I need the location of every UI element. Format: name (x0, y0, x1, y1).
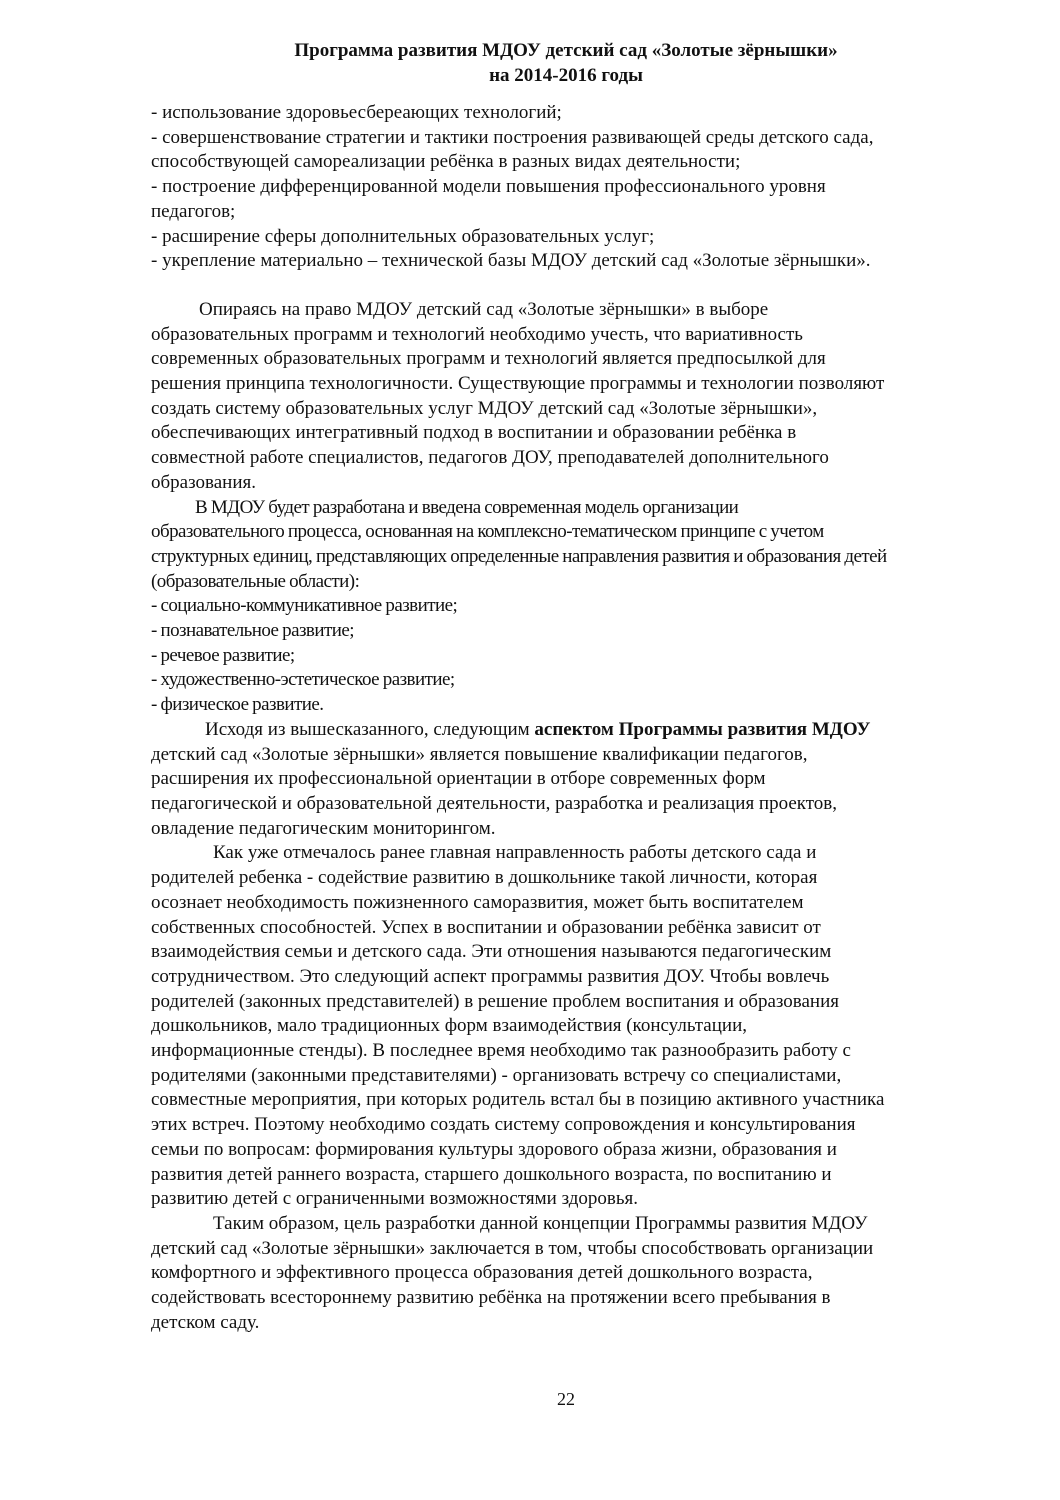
bold-text-run: аспектом Программы развития МДОУ (534, 718, 871, 740)
text-line: педагогической и образовательной деятельности, разработка и реализация проектов, (151, 792, 838, 814)
text-line: совместные мероприятия, при которых родитель встал бы в позицию активного участника (151, 1089, 885, 1111)
text-line: В МДОУ будет разработана и введена современная модель организации (195, 496, 739, 518)
text-line: родителями (законными представителями) - организовать встречу со специалистами, (151, 1064, 842, 1086)
page-number: 22 (557, 1389, 575, 1409)
text-line: сотрудничеством. Это следующий аспект программы развития ДОУ. Чтобы вовлечь (151, 965, 830, 987)
text-line (151, 718, 991, 743)
paragraph-programs-choice (151, 298, 991, 496)
list-item: - совершенствование стратегии и тактики построения развивающей среды детского сада, (151, 126, 874, 148)
text-line: образовательных программ и технологий необходимо учесть, что вариативность (151, 323, 803, 345)
text-line: детский сад «Золотые зёрнышки» заключается в том, чтобы способствовать организации (151, 1237, 874, 1259)
paragraph-program-aspect (151, 718, 991, 842)
list-item: - укрепление материально – технической базы МДОУ детский сад «Золотые зёрнышки». (151, 250, 871, 272)
paragraph-gap (151, 274, 991, 298)
text-line: родителей ребенка - содействие развитию в дошкольнике такой личности, которая (151, 867, 818, 889)
list-item: - физическое развитие. (151, 694, 324, 716)
text-line: расширения их профессиональной ориентации в отборе современных форм (151, 768, 766, 790)
text-line: осознает необходимость пожизненного саморазвития, может быть воспитателем (151, 891, 804, 913)
text-line: этих встреч. Поэтому необходимо создать систему сопровождения и консультирования (151, 1114, 856, 1136)
text-line: взаимодействия семьи и детского сада. Эти отношения называются педагогическим (151, 941, 832, 963)
text-line: образования. (151, 471, 256, 493)
list-item: - использование здоровьесбереающих технологий; (151, 102, 562, 123)
text-line: комфортного и эффективного процесса образования детей дошкольного возраста, (151, 1262, 813, 1284)
text-line: собственных способностей. Успех в воспитании и образовании ребёнка зависит от (151, 916, 821, 938)
text-line: Опираясь на право МДОУ детский сад «Золотые зёрнышки» в выборе (199, 298, 769, 320)
text-line: образовательного процесса, основанная на комплексно-тематическом принципе с учетом (151, 521, 824, 543)
text-line: Таким образом, цель разработки данной концепции Программы развития МДОУ (213, 1212, 868, 1234)
document-body (151, 101, 991, 1335)
text-line: информационные стенды). В последнее время необходимо так разнообразить работу с (151, 1040, 851, 1062)
text-line: детский сад «Золотые зёрнышки» является повышение квалификации педагогов, (151, 743, 808, 765)
text-line: содействовать всестороннему развитию ребёнка на протяжении всего пребывания в (151, 1287, 831, 1309)
list-item: педагогов; (151, 200, 236, 222)
text-line: дошкольников, мало традиционных форм взаимодействия (консультации, (151, 1015, 747, 1037)
text-line: создать систему образовательных услуг МДОУ детский сад «Золотые зёрнышки», (151, 397, 818, 419)
text-line: семьи по вопросам: формирования культуры здорового образа жизни, образования и (151, 1138, 837, 1160)
header-title-line: Программа развития МДОУ детский сад «Золотые зёрнышки» (294, 40, 838, 61)
tasks-list (151, 101, 991, 274)
list-item: - познавательное развитие; (151, 620, 354, 642)
list-item: способствующей самореализации ребёнка в разных видах деятельности; (151, 151, 741, 173)
text-line: современных образовательных программ и технологий является предпосылкой для (151, 348, 826, 370)
text-line: детском саду. (151, 1311, 260, 1333)
text-line: развитию детей с ограниченными возможностями здоровья. (151, 1188, 639, 1210)
text-line: решения принципа технологичности. Существующие программы и технологии позволяют (151, 373, 885, 395)
paragraph-educational-model (151, 496, 991, 718)
text-line: совместной работе специалистов, педагогов ДОУ, преподавателей дополнительного (151, 447, 829, 469)
text-line: развития детей раннего возраста, старшего дошкольного возраста, по воспитанию и (151, 1163, 832, 1185)
text-line: овладение педагогическим мониторингом. (151, 817, 496, 839)
paragraph-family-cooperation (151, 841, 991, 1212)
text-run: Исходя из вышесказанного, следующим (205, 718, 535, 740)
header-years-line: на 2014-2016 годы (489, 65, 643, 86)
list-item: - построение дифференцированной модели повышения профессионального уровня (151, 176, 826, 198)
list-item: - социально-коммуникативное развитие; (151, 595, 458, 617)
page-header (0, 38, 1060, 88)
text-line: обеспечивающих интегративный подход в воспитании и образовании ребёнка в (151, 422, 797, 444)
text-line: Как уже отмечалось ранее главная направленность работы детского сада и (213, 842, 817, 864)
text-line: (образовательные области): (151, 570, 360, 592)
text-line: структурных единиц, представляющих определенные направления развития и образования детей (151, 545, 887, 567)
list-item: - расширение сферы дополнительных образовательных услуг; (151, 225, 655, 247)
list-item: - художественно-эстетическое развитие; (151, 669, 455, 691)
list-item: - речевое развитие; (151, 644, 295, 666)
text-line: родителей (законных представителей) в решение проблем воспитания и образования (151, 990, 839, 1012)
paragraph-concept-goal (151, 1212, 991, 1336)
